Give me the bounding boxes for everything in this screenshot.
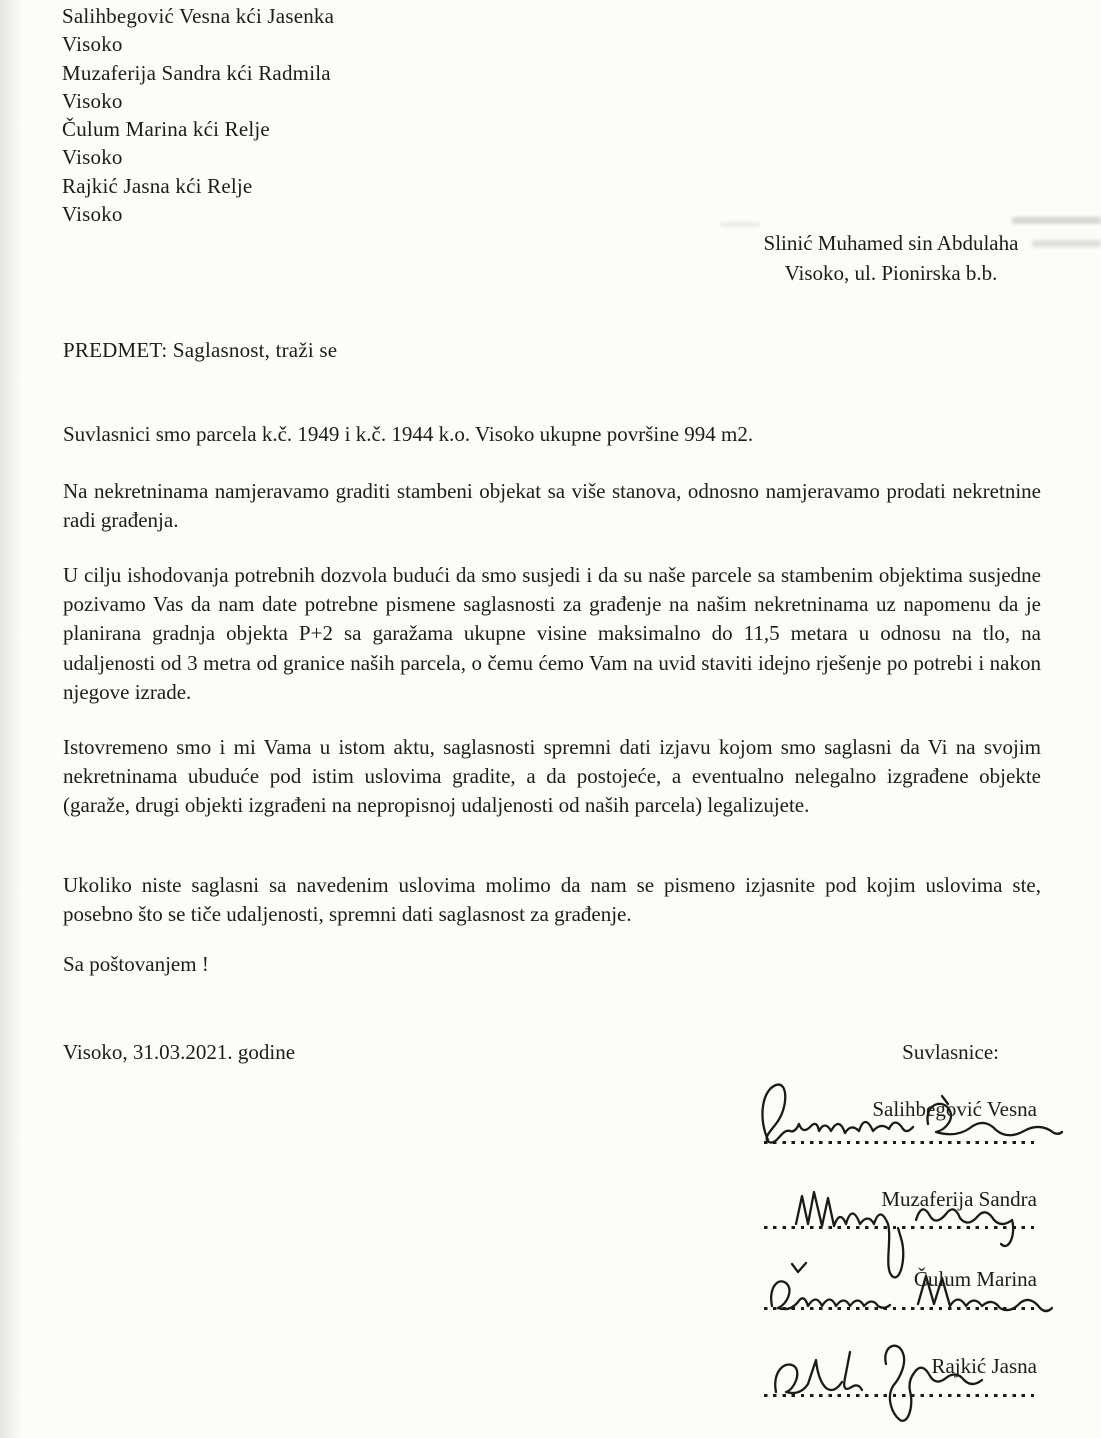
subject-line: PREDMET: Saglasnost, traži se	[63, 338, 338, 362]
place-date-line: Visoko, 31.03.2021. godine	[63, 1040, 296, 1064]
paragraph-request: U cilju ishodovanja potrebnih dozvola budući da smo susjedi i da su naše parcele sa stambenim objektima susjedne pozivamo Vas da nam date potrebne pismene saglasnosti za građenje na našim nekretninama uz napomenu da je planirana gradnja objekta P+2 sa garažama ukupne visine maksimalno do 11,5 metara u odnosu na tlo, na udaljenosti od 3 metra od granice naših parcela, o čemu ćemo Vam na uvid staviti idejno rješenje po potrebi i nakon njegove izrade.	[63, 563, 1041, 704]
signature-dotted-line	[764, 1226, 1040, 1230]
sender-name: Salihbegović Vesna kći Jasenka	[62, 4, 335, 28]
sender-city: Visoko	[62, 32, 123, 57]
sender-name: Rajkić Jasna kći Relje	[62, 173, 253, 198]
sender-name: Čulum Marina kći Relje	[62, 117, 270, 142]
signatory-printed-name: Muzaferija Sandra	[881, 1187, 1037, 1211]
signature-dotted-line	[764, 1394, 1040, 1398]
signatory-printed-name: Rajkić Jasna	[931, 1354, 1037, 1378]
recipient-address: Visoko, ul. Pionirska b.b.	[784, 261, 998, 285]
signature-dotted-line	[764, 1141, 1040, 1145]
signature-rajkic-jasna-image	[762, 1332, 1014, 1438]
sender-city: Visoko	[62, 88, 123, 113]
paragraph-conditions: Ukoliko niste saglasni sa navedenim uslovima molimo da nam se pismeno izjasnite pod kojim uslovima ste, posebno što se tiče udaljenosti, spremni dati saglasnost za građenje.	[63, 873, 1041, 927]
recipient-name: Slinić Muhamed sin Abdulaha	[763, 231, 1019, 255]
signature-heading: Suvlasnice:	[902, 1040, 999, 1064]
paragraph-intent: Na nekretninama namjeravamo graditi stambeni objekat sa više stanova, odnosno namjeravamo prodati nekretnine radi građenja.	[63, 479, 1041, 533]
signatory-printed-name: Čulum Marina	[913, 1267, 1037, 1291]
scan-edge-shadow	[0, 0, 22, 1438]
paragraph-ownership: Suvlasnici smo parcela k.č. 1949 i k.č. 1944 k.o. Visoko ukupne površine 994 m2.	[63, 422, 754, 446]
scan-artifact	[1012, 217, 1101, 224]
paragraph-reciprocity: Istovremeno smo i mi Vama u istom aktu, saglasnosti spremni dati izjavu kojom smo saglasni da Vi na svojim nekretninama ubuduće pod istim uslovima gradite, a da postojeće, a eventualno nelegalno izgrađene objekte (garaže, drugi objekti izgrađeni na nepropisnoj udaljenosti od naših parcela) legalizujete.	[63, 735, 1041, 818]
sender-city: Visoko	[62, 145, 123, 170]
scan-artifact	[720, 222, 760, 227]
signatory-printed-name: Salihbegović Vesna	[872, 1097, 1037, 1121]
sender-name: Muzaferija Sandra kći Radmila	[62, 60, 331, 85]
recipient-address-block	[735, 228, 1047, 288]
closing-salutation: Sa poštovanjem !	[63, 952, 209, 976]
sender-address-block	[62, 2, 334, 228]
signature-dotted-line	[764, 1307, 1040, 1311]
sender-city: Visoko	[62, 202, 123, 227]
